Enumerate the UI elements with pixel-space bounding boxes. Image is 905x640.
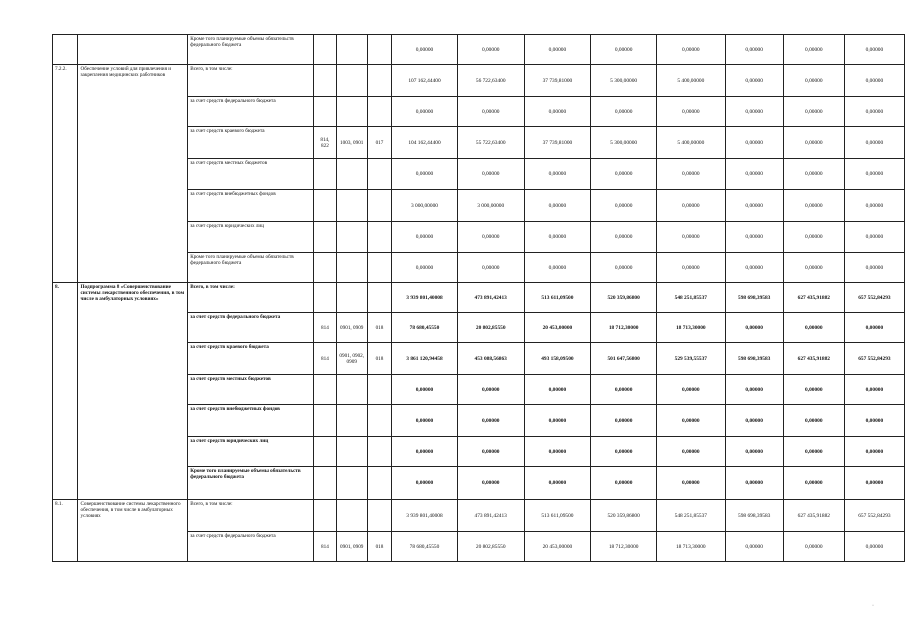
amount-cell: 5 300,00000 (591, 127, 657, 159)
funding-source-cell: за счет средств федерального бюджета (188, 532, 314, 562)
amount-cell: 0,00000 (524, 405, 591, 437)
amount-cell: 0,00000 (783, 127, 844, 159)
amount-cell: 0,00000 (392, 437, 458, 467)
amount-cell: 0,00000 (524, 375, 591, 405)
amount-cell: 37 739,81000 (524, 65, 591, 97)
amount-cell: 0,00000 (392, 35, 458, 65)
amount-cell: 37 739,81000 (524, 127, 591, 159)
item-number-cell: 7.2.2. (53, 65, 78, 283)
amount-cell: 0,00000 (657, 190, 726, 222)
amount-cell: 0,00000 (524, 97, 591, 127)
amount-cell: 18 713,30000 (657, 532, 726, 562)
amount-cell: 0,00000 (783, 532, 844, 562)
funding-source-cell: за счет средств федерального бюджета (188, 97, 314, 127)
budget-code-cell (336, 65, 367, 97)
amount-cell: 0,00000 (457, 97, 524, 127)
budget-code-cell: 814 (314, 343, 337, 375)
funding-source-cell: за счет средств внебюджетных фондов (188, 190, 314, 222)
budget-code-cell (367, 159, 391, 190)
budget-code-cell (336, 159, 367, 190)
budget-code-cell: 1003, 0901 (336, 127, 367, 159)
amount-cell: 0,00000 (725, 375, 783, 405)
amount-cell: 529 539,55537 (657, 343, 726, 375)
amount-cell: 20 453,00000 (524, 532, 591, 562)
amount-cell: 0,00000 (392, 222, 458, 253)
amount-cell: 78 680,45550 (392, 532, 458, 562)
amount-cell: 0,00000 (524, 253, 591, 283)
amount-cell: 0,00000 (783, 405, 844, 437)
amount-cell: 3 000,00000 (392, 190, 458, 222)
amount-cell: 104 162,44400 (392, 127, 458, 159)
budget-code-cell: 018 (367, 343, 391, 375)
amount-cell: 0,00000 (783, 190, 844, 222)
item-name-cell (78, 35, 188, 65)
budget-code-cell (336, 375, 367, 405)
amount-cell: 0,00000 (725, 65, 783, 97)
amount-cell: 0,00000 (844, 313, 904, 343)
amount-cell: 3 939 801,40008 (392, 283, 458, 313)
budget-code-cell (314, 467, 337, 500)
amount-cell: 0,00000 (844, 375, 904, 405)
budget-table (52, 34, 905, 562)
amount-cell: 0,00000 (457, 375, 524, 405)
amount-cell: 453 088,56863 (457, 343, 524, 375)
amount-cell: 0,00000 (392, 97, 458, 127)
amount-cell: 473 891,42413 (457, 283, 524, 313)
budget-code-cell (314, 222, 337, 253)
amount-cell: 520 359,86800 (591, 500, 657, 532)
budget-code-cell (336, 35, 367, 65)
item-number-cell (53, 35, 78, 65)
budget-code-cell (367, 500, 391, 532)
funding-source-cell: Всего, в том числе: (188, 500, 314, 532)
amount-cell: 5 300,00000 (591, 65, 657, 97)
budget-code-cell (336, 405, 367, 437)
amount-cell: 0,00000 (844, 222, 904, 253)
budget-code-cell (367, 375, 391, 405)
amount-cell: 627 435,91882 (783, 283, 844, 313)
item-number-cell: 8. (53, 283, 78, 500)
amount-cell: 0,00000 (457, 437, 524, 467)
amount-cell: 513 611,09500 (524, 283, 591, 313)
amount-cell: 0,00000 (392, 375, 458, 405)
amount-cell: 0,00000 (524, 437, 591, 467)
budget-code-cell (336, 190, 367, 222)
amount-cell: 0,00000 (844, 253, 904, 283)
budget-code-cell (336, 222, 367, 253)
item-name-cell: Совершенствование системы лекарственного обеспечения, в том числе в амбулаторных условиях (78, 500, 188, 562)
amount-cell: 0,00000 (725, 127, 783, 159)
funding-source-cell: за счет средств местных бюджетов (188, 159, 314, 190)
table-row (53, 35, 905, 65)
amount-cell: 0,00000 (725, 97, 783, 127)
amount-cell: 18 712,30000 (591, 313, 657, 343)
budget-code-cell (367, 65, 391, 97)
amount-cell: 0,00000 (657, 437, 726, 467)
funding-source-cell: за счет средств внебюджетных фондов (188, 405, 314, 437)
amount-cell: 0,00000 (591, 405, 657, 437)
budget-code-cell (336, 253, 367, 283)
amount-cell: 513 611,09500 (524, 500, 591, 532)
amount-cell: 0,00000 (457, 253, 524, 283)
amount-cell: 0,00000 (783, 97, 844, 127)
budget-code-cell (367, 283, 391, 313)
amount-cell: 0,00000 (783, 467, 844, 500)
amount-cell: 0,00000 (844, 437, 904, 467)
amount-cell: 0,00000 (457, 467, 524, 500)
amount-cell: 0,00000 (591, 375, 657, 405)
amount-cell: 0,00000 (457, 35, 524, 65)
budget-code-cell: 018 (367, 313, 391, 343)
budget-code-cell: 017 (367, 127, 391, 159)
budget-code-cell (314, 97, 337, 127)
amount-cell: 657 552,84293 (844, 283, 904, 313)
budget-code-cell (314, 159, 337, 190)
amount-cell: 0,00000 (657, 159, 726, 190)
amount-cell: 0,00000 (591, 437, 657, 467)
amount-cell: 0,00000 (725, 253, 783, 283)
amount-cell: 0,00000 (392, 159, 458, 190)
budget-code-cell (314, 65, 337, 97)
funding-source-cell: Кроме того планируемые объемы обязательств федерального бюджета (188, 35, 314, 65)
funding-source-cell: Всего, в том числе: (188, 283, 314, 313)
amount-cell: 0,00000 (783, 375, 844, 405)
amount-cell: 520 359,86800 (591, 283, 657, 313)
amount-cell: 0,00000 (657, 222, 726, 253)
amount-cell: 0,00000 (725, 437, 783, 467)
amount-cell: 493 158,09500 (524, 343, 591, 375)
amount-cell: 0,00000 (725, 405, 783, 437)
amount-cell: 0,00000 (457, 222, 524, 253)
budget-code-cell (367, 467, 391, 500)
amount-cell: 0,00000 (725, 222, 783, 253)
amount-cell: 20 802,85550 (457, 313, 524, 343)
table-row (53, 65, 905, 97)
amount-cell: 657 552,84293 (844, 500, 904, 532)
budget-code-cell (367, 437, 391, 467)
budget-code-cell (367, 35, 391, 65)
amount-cell: 0,00000 (524, 159, 591, 190)
funding-source-cell: за счет средств местных бюджетов (188, 375, 314, 405)
amount-cell: 0,00000 (783, 159, 844, 190)
amount-cell: 0,00000 (591, 159, 657, 190)
amount-cell: 3 861 120,94458 (392, 343, 458, 375)
amount-cell: 0,00000 (591, 190, 657, 222)
funding-source-cell: Кроме того планируемые объемы обязательств федерального бюджета (188, 253, 314, 283)
funding-source-cell: за счет средств краевого бюджета (188, 343, 314, 375)
amount-cell: 0,00000 (524, 467, 591, 500)
amount-cell: 5 400,00000 (657, 65, 726, 97)
budget-code-cell (367, 253, 391, 283)
amount-cell: 0,00000 (783, 437, 844, 467)
budget-code-cell (336, 500, 367, 532)
budget-code-cell (314, 283, 337, 313)
amount-cell: 0,00000 (657, 253, 726, 283)
amount-cell: 501 647,56800 (591, 343, 657, 375)
amount-cell: 598 698,39583 (725, 500, 783, 532)
amount-cell: 18 712,30000 (591, 532, 657, 562)
funding-source-cell: за счет средств юридических лиц (188, 437, 314, 467)
item-name-cell: Подпрограмма 8 «Совершенствование системы лекарственного обеспечения, в том числе в амбулаторных условиях» (78, 283, 188, 500)
amount-cell: 598 698,39583 (725, 343, 783, 375)
amount-cell: 0,00000 (392, 253, 458, 283)
amount-cell: 0,00000 (725, 313, 783, 343)
budget-code-cell: 018 (367, 532, 391, 562)
amount-cell: 0,00000 (725, 467, 783, 500)
amount-cell: 0,00000 (844, 405, 904, 437)
amount-cell: 0,00000 (657, 375, 726, 405)
amount-cell: 657 552,84293 (844, 343, 904, 375)
amount-cell: 0,00000 (725, 159, 783, 190)
amount-cell: 0,00000 (591, 253, 657, 283)
budget-table-page (52, 34, 905, 562)
budget-code-cell: 0901, 0909 (336, 532, 367, 562)
funding-source-cell: Кроме того планируемые объемы обязательств федерального бюджета (188, 467, 314, 500)
budget-code-cell (336, 467, 367, 500)
amount-cell: 0,00000 (657, 35, 726, 65)
amount-cell: 0,00000 (657, 405, 726, 437)
funding-source-cell: Всего, в том числе: (188, 65, 314, 97)
amount-cell: 107 162,44400 (392, 65, 458, 97)
budget-code-cell (314, 437, 337, 467)
amount-cell: 0,00000 (657, 97, 726, 127)
amount-cell: 0,00000 (844, 97, 904, 127)
amount-cell: 0,00000 (591, 222, 657, 253)
amount-cell: 0,00000 (725, 190, 783, 222)
item-name-cell: Обеспечение условий для привлечения и закрепления медицинских работников (78, 65, 188, 283)
amount-cell: 0,00000 (591, 35, 657, 65)
amount-cell: 0,00000 (457, 159, 524, 190)
budget-code-cell: 0901, 0909 (336, 313, 367, 343)
amount-cell: 0,00000 (844, 467, 904, 500)
amount-cell: 0,00000 (783, 222, 844, 253)
table-row (53, 500, 905, 532)
amount-cell: 0,00000 (392, 467, 458, 500)
budget-code-cell (314, 500, 337, 532)
budget-code-cell: 814, 822 (314, 127, 337, 159)
table-row (53, 283, 905, 313)
amount-cell: 0,00000 (844, 35, 904, 65)
amount-cell: 548 251,85537 (657, 283, 726, 313)
amount-cell: 0,00000 (783, 65, 844, 97)
amount-cell: 55 722,63400 (457, 127, 524, 159)
budget-code-cell (314, 190, 337, 222)
amount-cell: 0,00000 (844, 532, 904, 562)
amount-cell: 0,00000 (524, 222, 591, 253)
budget-code-cell (367, 405, 391, 437)
amount-cell: 0,00000 (844, 159, 904, 190)
amount-cell: 0,00000 (392, 405, 458, 437)
amount-cell: 0,00000 (783, 253, 844, 283)
budget-code-cell: 814 (314, 532, 337, 562)
amount-cell: 0,00000 (844, 127, 904, 159)
amount-cell: 3 000,00000 (457, 190, 524, 222)
amount-cell: 0,00000 (783, 35, 844, 65)
amount-cell: 0,00000 (657, 467, 726, 500)
amount-cell: 0,00000 (457, 405, 524, 437)
amount-cell: 18 713,30000 (657, 313, 726, 343)
amount-cell: 0,00000 (524, 190, 591, 222)
funding-source-cell: за счет средств юридических лиц (188, 222, 314, 253)
budget-code-cell (314, 253, 337, 283)
amount-cell: 56 722,63400 (457, 65, 524, 97)
amount-cell: 473 891,42413 (457, 500, 524, 532)
funding-source-cell: за счет средств федерального бюджета (188, 313, 314, 343)
amount-cell: 0,00000 (844, 65, 904, 97)
page-mark: · (872, 603, 874, 609)
budget-code-cell (367, 222, 391, 253)
budget-code-cell (367, 190, 391, 222)
budget-code-cell (336, 437, 367, 467)
item-number-cell: 8.1. (53, 500, 78, 562)
budget-code-cell: 814 (314, 313, 337, 343)
budget-code-cell (336, 97, 367, 127)
budget-code-cell (314, 35, 337, 65)
amount-cell: 0,00000 (524, 35, 591, 65)
amount-cell: 627 435,91882 (783, 343, 844, 375)
budget-code-cell (367, 97, 391, 127)
funding-source-cell: за счет средств краевого бюджета (188, 127, 314, 159)
budget-code-cell (336, 283, 367, 313)
amount-cell: 0,00000 (725, 35, 783, 65)
budget-code-cell (314, 405, 337, 437)
amount-cell: 20 453,00000 (524, 313, 591, 343)
amount-cell: 0,00000 (591, 467, 657, 500)
amount-cell: 0,00000 (591, 97, 657, 127)
amount-cell: 627 435,91882 (783, 500, 844, 532)
amount-cell: 0,00000 (783, 313, 844, 343)
amount-cell: 0,00000 (725, 532, 783, 562)
amount-cell: 548 251,85537 (657, 500, 726, 532)
amount-cell: 0,00000 (844, 190, 904, 222)
budget-code-cell: 0901, 0902, 0909 (336, 343, 367, 375)
amount-cell: 20 802,85550 (457, 532, 524, 562)
amount-cell: 78 680,45550 (392, 313, 458, 343)
amount-cell: 3 939 801,40008 (392, 500, 458, 532)
amount-cell: 5 400,00000 (657, 127, 726, 159)
budget-code-cell (314, 375, 337, 405)
amount-cell: 598 698,39583 (725, 283, 783, 313)
